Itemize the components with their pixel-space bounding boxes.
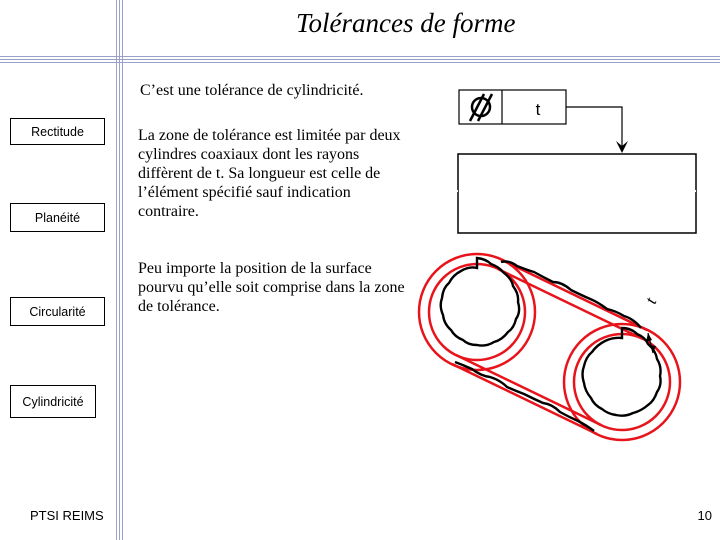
dimension-label-t: t (641, 294, 661, 307)
footer-school: PTSI REIMS (30, 508, 104, 523)
leader-arrow (566, 107, 628, 153)
toleranced-part (458, 154, 696, 233)
frame-value-label: t (535, 100, 541, 119)
tolerance-zone (419, 254, 680, 440)
page-number: 10 (697, 508, 712, 523)
nav-cylindricite-button[interactable]: Cylindricité (10, 385, 96, 418)
nav-circularite-button[interactable]: Circularité (10, 297, 105, 326)
slide-title: Tolérances de forme (296, 8, 516, 38)
nav-rectitude-button[interactable]: Rectitude (10, 118, 105, 145)
tolerance-frame (459, 90, 566, 124)
paragraph-definition: La zone de tolérance est limitée par deux cylindres coaxiaux dont les rayons diffèrent de t. Sa longueur est celle de l’élément spécifié sauf indication contraire. (138, 127, 401, 220)
dimension-t (641, 294, 661, 353)
paragraph-position: Peu importe la position de la surface pourvu qu’elle soit comprise dans la zone de tolérance. (138, 260, 405, 315)
slide-subtitle: C’est une tolérance de cylindricité. (140, 82, 364, 99)
nav-planeite-button[interactable]: Planéité (10, 203, 105, 232)
